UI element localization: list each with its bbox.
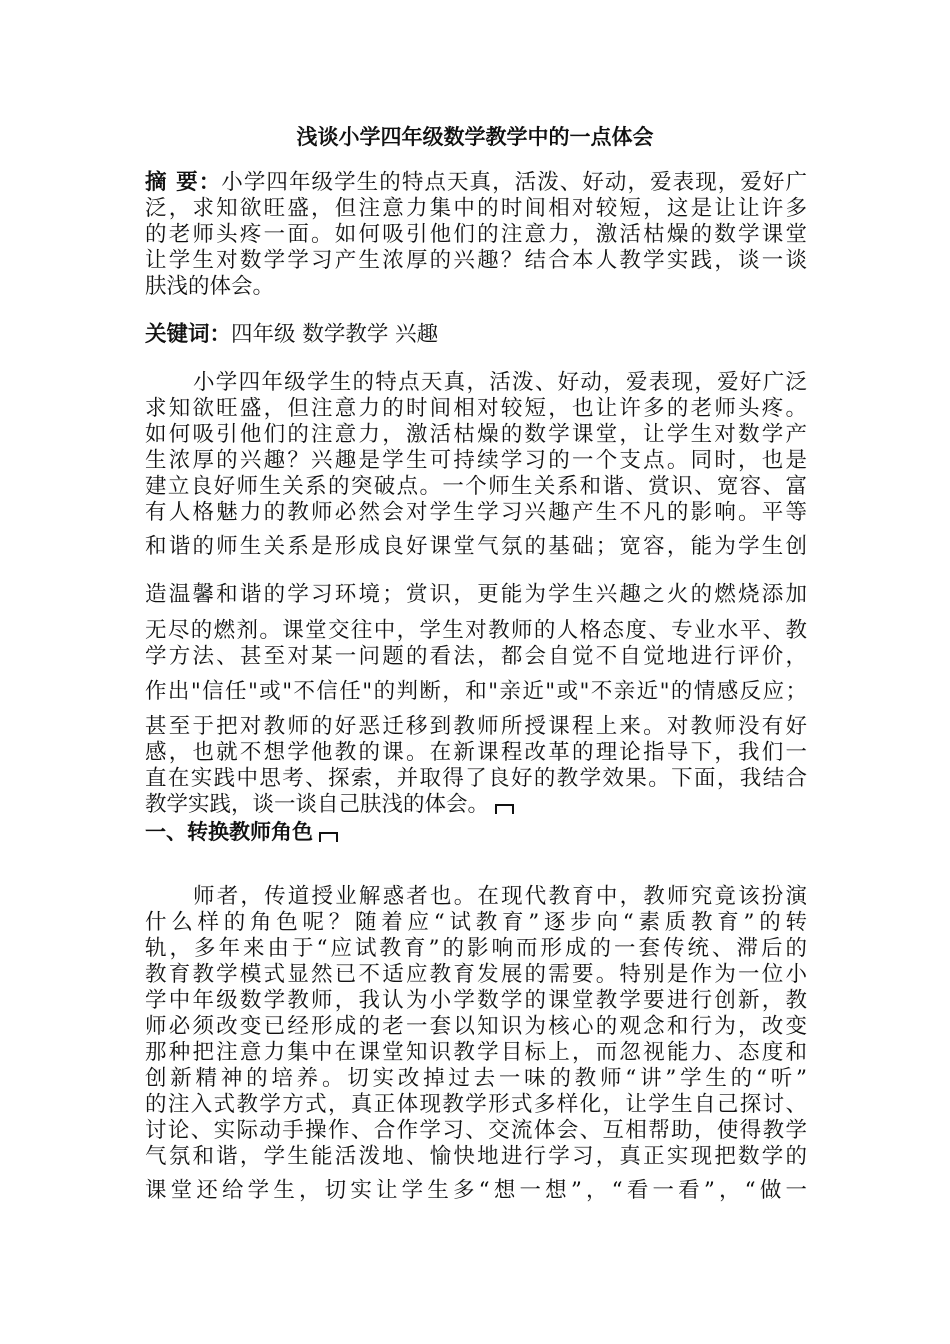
section-line: 师者，传道授业解惑者也。在现代教育中，教师究竟该扮演: [193, 884, 807, 909]
section-line: 讨论、实际动手操作、合作学习、交流体会、互相帮助，使得教学: [145, 1118, 807, 1143]
intro-line: 作出"信任"或"不信任"的判断，和"亲近"或"不亲近"的情感反应；: [145, 679, 807, 704]
intro-line: 小学四年级学生的特点天真，活泼、好动，爱表现，爱好广泛: [193, 370, 807, 395]
section-line: 课堂还给学生，切实让学生多“想一想”，“看一看”，“做一: [145, 1178, 807, 1203]
intro-line: 如何吸引他们的注意力，激活枯燥的数学课堂，让学生对数学产: [145, 422, 807, 447]
abstract-line: 的老师头疼一面。如何吸引他们的注意力，激活枯燥的数学课堂: [145, 222, 807, 247]
intro-line: 无尽的燃剂。课堂交往中，学生对教师的人格态度、专业水平、教: [145, 618, 807, 643]
intro-line: 甚至于把对教师的好恶迁移到教师所授课程上来。对教师没有好: [145, 714, 807, 739]
paragraph-mark-icon: [319, 832, 338, 842]
keywords-line: [145, 322, 807, 348]
abstract-text: 小学四年级学生的特点天真，活泼、好动，爱表现，爱好广: [221, 170, 807, 195]
abstract-line: [145, 170, 807, 196]
abstract-line: 泛，求知欲旺盛，但注意力集中的时间相对较短，这是让让许多: [145, 196, 807, 221]
document-title: 浅谈小学四年级数学教学中的一点体会: [296, 124, 654, 149]
paragraph-mark-icon: [495, 804, 514, 814]
intro-line: 学方法、甚至对某一问题的看法，都会自觉不自觉地进行评价，: [145, 644, 807, 669]
keywords-label: 关键词：: [145, 322, 232, 347]
section-line: 学中年级数学教师，我认为小学数学的课堂教学要进行创新，教: [145, 988, 807, 1013]
section-line: 教育教学模式显然已不适应教育发展的需要。特别是作为一位小: [145, 962, 807, 987]
intro-line: 直在实践中思考、探索，并取得了良好的教学效果。下面，我结合: [145, 766, 807, 791]
intro-line: 建立良好师生关系的突破点。一个师生关系和谐、赏识、宽容、富: [145, 474, 807, 499]
section-line: 创新精神的培养。切实改掉过去一味的教师“讲”学生的“听”: [145, 1066, 807, 1091]
keywords-text: 四年级 数学教学 兴趣: [231, 322, 439, 347]
section-heading-text: 一、转换教师角色: [145, 819, 313, 844]
section-line: 师必须改变已经形成的老一套以知识为核心的观念和行为，改变: [145, 1014, 807, 1039]
abstract-line: 肤浅的体会。: [145, 274, 275, 299]
intro-line: 造温馨和谐的学习环境；赏识，更能为学生兴趣之火的燃烧添加: [145, 582, 807, 607]
section-line: 气氛和谐，学生能活泼地、愉快地进行学习，真正实现把数学的: [145, 1144, 807, 1169]
abstract-line: 让学生对数学学习产生浓厚的兴趣？结合本人教学实践，谈一谈: [145, 248, 807, 273]
intro-line: 感，也就不想学他教的课。在新课程改革的理论指导下，我们一: [145, 740, 807, 765]
intro-line: 和谐的师生关系是形成良好课堂气氛的基础；宽容，能为学生创: [145, 534, 807, 559]
intro-line: [145, 792, 807, 818]
section-line: 那种把注意力集中在课堂知识教学目标上，而忽视能力、态度和: [145, 1040, 807, 1065]
section-line: 轨，多年来由于“应试教育”的影响而形成的一套传统、滞后的: [145, 936, 807, 961]
abstract-label: 摘 要：: [145, 170, 222, 195]
intro-last-text: 教学实践，谈一谈自己肤浅的体会。: [145, 792, 490, 817]
intro-line: 生浓厚的兴趣？兴趣是学生可持续学习的一个支点。同时，也是: [145, 448, 807, 473]
intro-line: 求知欲旺盛，但注意力的时间相对较短，也让许多的老师头疼。: [145, 396, 807, 421]
intro-line: 有人格魅力的教师必然会对学生学习兴趣产生不凡的影响。平等: [145, 500, 807, 525]
section-heading: [145, 818, 338, 846]
section-line: 的注入式教学方式，真正体现教学形式多样化，让学生自己探讨、: [145, 1092, 807, 1117]
section-line: 什么样的角色呢？随着应“试教育”逐步向“素质教育”的转: [145, 910, 807, 935]
